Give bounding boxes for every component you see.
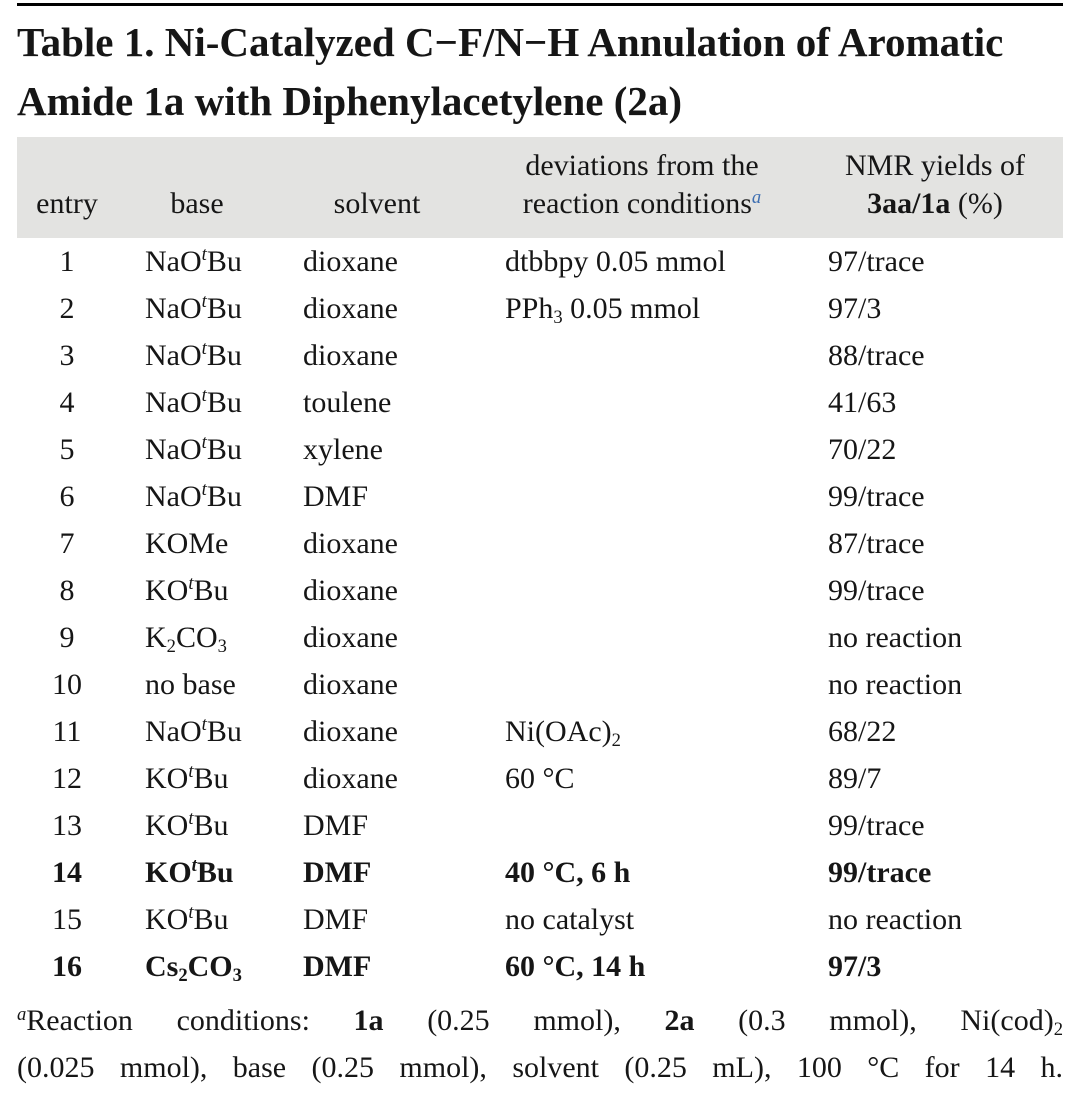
cell-deviations: dtbbpy 0.05 mmol: [505, 244, 726, 278]
table-row: [17, 896, 1063, 943]
cell-entry: 8: [59, 573, 75, 607]
cell-deviations: PPh$_3$ 0.05 mmol: [505, 291, 701, 328]
cell-yields: 70/22: [828, 432, 897, 466]
table-body: [17, 238, 1063, 990]
top-rule: [17, 3, 1063, 6]
cell-solvent: dioxane: [303, 714, 398, 748]
cell-solvent: dioxane: [303, 620, 398, 654]
cell-entry: 12: [52, 761, 82, 795]
table-row: [17, 802, 1063, 849]
cell-base: NaO$^t$Bu: [145, 385, 242, 419]
cell-entry: 2: [59, 291, 75, 325]
table-row: [17, 708, 1063, 755]
cell-entry: 10: [52, 667, 82, 701]
cell-yields: 41/63: [828, 385, 897, 419]
cell-solvent: dioxane: [303, 761, 398, 795]
cell-deviations: [477, 802, 807, 849]
cell-entry: 4: [59, 385, 75, 419]
col-header-yields: NMR yields of 3aa/1a (%): [807, 137, 1063, 238]
cell-solvent: DMF: [303, 949, 372, 983]
table-row: [17, 614, 1063, 661]
cell-yields: no reaction: [828, 902, 963, 936]
col-header-solvent: solvent: [277, 137, 477, 238]
cell-entry: 11: [52, 714, 82, 748]
cell-entry: 14: [52, 855, 82, 889]
cell-entry: 15: [52, 902, 82, 936]
cell-base: NaO$^t$Bu: [145, 714, 242, 748]
cell-deviations: [477, 473, 807, 520]
cell-solvent: DMF: [303, 808, 369, 842]
table-row: [17, 755, 1063, 802]
cell-solvent: dioxane: [303, 526, 398, 560]
cell-yields: 87/trace: [828, 526, 925, 560]
footnote-line2: (0.025 mmol), base (0.25 mmol), solvent (0.25 mL), 100 °C for 14 h.: [17, 1051, 1063, 1085]
table-title-line1: Table 1. Ni-Catalyzed C−F/N−H Annulation of Aromatic: [17, 19, 1004, 65]
table-title: [17, 13, 1063, 131]
cell-solvent: dioxane: [303, 667, 398, 701]
cell-deviations: 60 °C: [505, 761, 575, 795]
cell-solvent: DMF: [303, 902, 369, 936]
cell-base: NaO$^t$Bu: [145, 432, 242, 466]
cell-base: NaO$^t$Bu: [145, 479, 242, 513]
cell-base: $Cs_2CO_3$: [145, 949, 242, 986]
cell-deviations: 40 °C, 6 h: [505, 855, 631, 889]
cell-solvent: dioxane: [303, 338, 398, 372]
cell-deviations: [477, 567, 807, 614]
cell-base: KOMe: [145, 526, 229, 560]
table-row: [17, 238, 1063, 285]
table-row: [17, 285, 1063, 332]
cell-deviations: $Ni(OAc)_2$: [505, 714, 621, 751]
cell-deviations: [477, 520, 807, 567]
cell-entry: 9: [59, 620, 75, 654]
header-row: [17, 137, 1063, 238]
cell-base: $KO^tBu$: [145, 855, 234, 889]
cell-base: $KO^tBu$: [145, 761, 229, 795]
cell-yields: 97/3: [828, 291, 882, 325]
cell-base: $KO^tBu$: [145, 573, 229, 607]
cell-deviations: [477, 379, 807, 426]
cell-yields: 88/trace: [828, 338, 925, 372]
cell-solvent: xylene: [303, 432, 383, 466]
cell-yields: 99/trace: [828, 573, 925, 607]
cell-yields: 99/trace: [828, 479, 925, 513]
cell-base: $KO^tBu$: [145, 808, 229, 842]
data-table: [17, 137, 1063, 990]
cell-yields: 97/3: [828, 949, 882, 983]
table-row: [17, 661, 1063, 708]
table-row: [17, 567, 1063, 614]
cell-entry: 1: [59, 244, 75, 278]
paper-table-figure: [0, 3, 1080, 1092]
cell-yields: no reaction: [828, 620, 963, 654]
table-title-line2: Amide 1a with Diphenylacetylene (2a): [17, 78, 683, 125]
cell-yields: 99/trace: [828, 808, 925, 842]
cell-deviations: [477, 614, 807, 661]
footnote-line1: $^a$Reaction conditions: 1a (0.25 mmol), 2a (0.3 mmol), $Ni(cod)_2$: [17, 1003, 1063, 1041]
table-row: [17, 332, 1063, 379]
cell-entry: 7: [59, 526, 75, 560]
cell-deviations: 60 °C, 14 h: [505, 949, 646, 983]
cell-solvent: DMF: [303, 479, 369, 513]
cell-solvent: DMF: [303, 855, 372, 889]
cell-yields: 89/7: [828, 761, 882, 795]
table-row: [17, 379, 1063, 426]
cell-yields: 97/trace: [828, 244, 925, 278]
cell-base: $KO^tBu$: [145, 902, 229, 936]
cell-base: no base: [145, 667, 236, 701]
cell-solvent: toulene: [303, 385, 392, 419]
table-row: [17, 520, 1063, 567]
table-row: [17, 849, 1063, 896]
cell-deviations: no catalyst: [505, 902, 635, 936]
cell-solvent: dioxane: [303, 573, 398, 607]
table-row: [17, 426, 1063, 473]
table-row: [17, 473, 1063, 520]
cell-base: NaO$^t$Bu: [145, 244, 242, 278]
col-header-deviations: deviations from the reaction conditions$^a$: [477, 137, 807, 238]
cell-entry: 6: [59, 479, 75, 513]
col-header-entry: entry: [17, 137, 117, 238]
cell-deviations: [477, 426, 807, 473]
table-row: [17, 943, 1063, 990]
cell-base: NaO$^t$Bu: [145, 338, 242, 372]
cell-yields: no reaction: [828, 667, 963, 701]
cell-entry: 3: [59, 338, 75, 372]
cell-entry: 13: [52, 808, 82, 842]
cell-yields: 99/trace: [828, 855, 932, 889]
cell-deviations: [477, 661, 807, 708]
cell-yields: 68/22: [828, 714, 897, 748]
cell-base: $K_2CO_3$: [145, 620, 227, 657]
col-header-base: base: [117, 137, 277, 238]
cell-base: NaO$^t$Bu: [145, 291, 242, 325]
cell-solvent: dioxane: [303, 291, 398, 325]
cell-solvent: dioxane: [303, 244, 398, 278]
cell-deviations: [477, 332, 807, 379]
footnote: [17, 997, 1063, 1092]
cell-entry: 16: [52, 949, 82, 983]
cell-entry: 5: [59, 432, 75, 466]
